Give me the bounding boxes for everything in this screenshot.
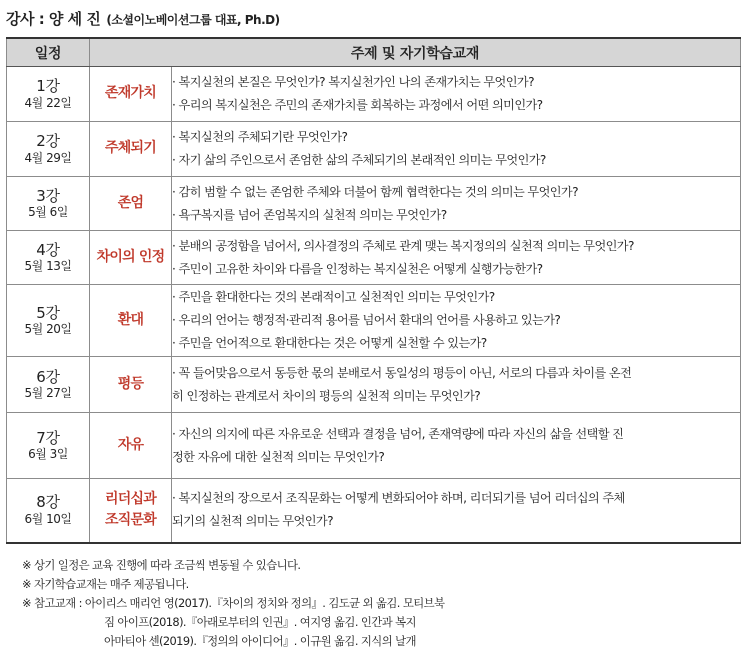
session-number: 4강 (36, 240, 60, 259)
reference-note-line2: 짐 아이프(2018).『아래로부터의 인권』. 여지영 옮김. 인간과 복지 (104, 615, 416, 629)
theme-label-line2: 조직문화 (105, 512, 156, 529)
theme-cell (90, 177, 172, 231)
theme-cell (90, 479, 172, 543)
topics-cell (172, 479, 741, 543)
theme-cell (90, 122, 172, 177)
session-cell (7, 67, 90, 122)
topics-cell (172, 285, 741, 357)
topics-cell (172, 122, 741, 177)
table-row (7, 357, 741, 413)
lecture-schedule-table (6, 37, 741, 544)
theme-cell (90, 285, 172, 357)
topics-cell (172, 231, 741, 285)
theme-label: 환대 (117, 311, 144, 328)
session-cell (7, 122, 90, 177)
table-row (7, 413, 741, 479)
topics-cell (172, 177, 741, 231)
session-cell (7, 479, 90, 543)
theme-label: 존엄 (117, 194, 144, 211)
theme-cell (90, 231, 172, 285)
theme-label: 차이의 인정 (96, 248, 165, 265)
theme-label: 존재가치 (105, 85, 156, 102)
topic-item: · 복지실천의 주체되기란 무엇인가? (172, 130, 348, 144)
lecturer-name: 강사 : 양 세 진 (6, 10, 101, 28)
topics-cell (172, 413, 741, 479)
session-number: 3강 (36, 186, 60, 205)
topic-item: · 주민이 고유한 차이와 다름을 인정하는 복지실천은 어떻게 실행가능한가? (172, 261, 543, 276)
session-date: 4월 29일 (24, 150, 72, 165)
table-row (7, 479, 741, 543)
column-header-topics: 주제 및 자기학습교재 (90, 38, 741, 67)
topic-item: 히 인정하는 관계로서 차이의 평등의 실천적 의미는 무엇인가? (172, 388, 481, 403)
column-header-session: 일정 (7, 38, 90, 67)
footnotes (22, 556, 444, 651)
topic-item: · 주민을 언어적으로 환대한다는 것은 어떻게 실천할 수 있는가? (172, 336, 487, 350)
topic-item: · 복지실천의 장으로서 조직문화는 어떻게 변화되어야 하며, 리더되기를 넘어 리더십의 주체 (172, 491, 625, 506)
session-cell (7, 177, 90, 231)
topic-item: · 자신의 의지에 따른 자유로운 선택과 결정을 넘어, 존재역량에 따라 자신의 삶을 선택할 진 (172, 426, 624, 441)
session-number: 6강 (36, 367, 60, 386)
reference-note-line3: 아마티아 센(2019).『정의의 아이디어』. 이규원 옮김. 지식의 날개 (104, 634, 416, 648)
table-row (7, 177, 741, 231)
topics-cell (172, 67, 741, 122)
table-row (7, 67, 741, 122)
session-number: 1강 (36, 77, 60, 96)
topic-item: 되기의 실천적 의미는 무엇인가? (172, 514, 333, 529)
session-number: 2강 (36, 132, 60, 151)
topics-cell (172, 357, 741, 413)
theme-label: 자유 (117, 436, 144, 453)
topic-item: · 욕구복지를 넘어 존엄복지의 실천적 의미는 무엇인가? (172, 207, 447, 222)
topic-item: · 주민을 환대한다는 것의 본래적이고 실천적인 의미는 무엇인가? (172, 290, 495, 304)
topic-item: · 분배의 공정함을 넘어서, 의사결정의 주체로 관계 맺는 복지정의의 실천적 의미는 무엇인가? (172, 238, 634, 253)
topic-item: 정한 자유에 대한 실천적 의미는 무엇인가? (172, 449, 385, 464)
session-number: 8강 (36, 493, 60, 512)
topic-item: · 복지실천의 본질은 무엇인가? 복지실천가인 나의 존재가치는 무엇인가? (172, 75, 534, 89)
theme-label: 주체되기 (105, 140, 156, 157)
topic-item: · 감히 범할 수 없는 존엄한 주체와 더불어 함께 협력한다는 것의 의미는 무엇인가? (172, 184, 578, 199)
session-cell (7, 357, 90, 413)
reference-note-line1: ※ 참고교재 : 아이리스 매리언 영(2017).『차이의 정치와 정의』. 김도균 외 옮김. 모티브북 (22, 596, 445, 610)
theme-cell (90, 67, 172, 122)
theme-cell (90, 413, 172, 479)
session-date: 5월 13일 (24, 259, 72, 274)
theme-label: 리더십과 (105, 490, 156, 507)
schedule-change-note: ※ 상기 일정은 교육 진행에 따라 조금씩 변동될 수 있습니다. (22, 558, 301, 572)
theme-label: 평등 (117, 375, 144, 392)
session-date: 5월 27일 (24, 386, 72, 401)
session-date: 4월 22일 (24, 95, 72, 110)
topic-item: · 우리의 언어는 행정적·관리적 용어를 넘어서 환대의 언어를 사용하고 있는가? (172, 313, 561, 327)
topic-item: · 우리의 복지실천은 주민의 존재가치를 회복하는 과정에서 어떤 의미인가? (172, 98, 543, 112)
session-date: 6월 3일 (28, 447, 68, 462)
lecture-header (6, 8, 280, 34)
material-provided-note: ※ 자기학습교재는 매주 제공됩니다. (22, 577, 189, 591)
session-date: 5월 20일 (24, 322, 72, 337)
session-date: 6월 10일 (24, 512, 72, 527)
table-row (7, 122, 741, 177)
session-date: 5월 6일 (28, 205, 68, 220)
lecturer-affiliation: (소셜이노베이션그룹 대표, Ph.D) (106, 13, 280, 27)
session-cell (7, 285, 90, 357)
table-row (7, 231, 741, 285)
topic-item: · 자기 삶의 주인으로서 존엄한 삶의 주체되기의 본래적인 의미는 무엇인가? (172, 153, 546, 167)
theme-cell (90, 357, 172, 413)
table-row (7, 285, 741, 357)
topic-item: · 꼭 들어맞음으로서 동등한 몫의 분배로서 동일성의 평등이 아닌, 서로의 다름과 차이를 온전 (172, 365, 632, 380)
session-cell (7, 231, 90, 285)
session-number: 7강 (36, 428, 60, 447)
session-number: 5강 (36, 303, 60, 322)
session-cell (7, 413, 90, 479)
